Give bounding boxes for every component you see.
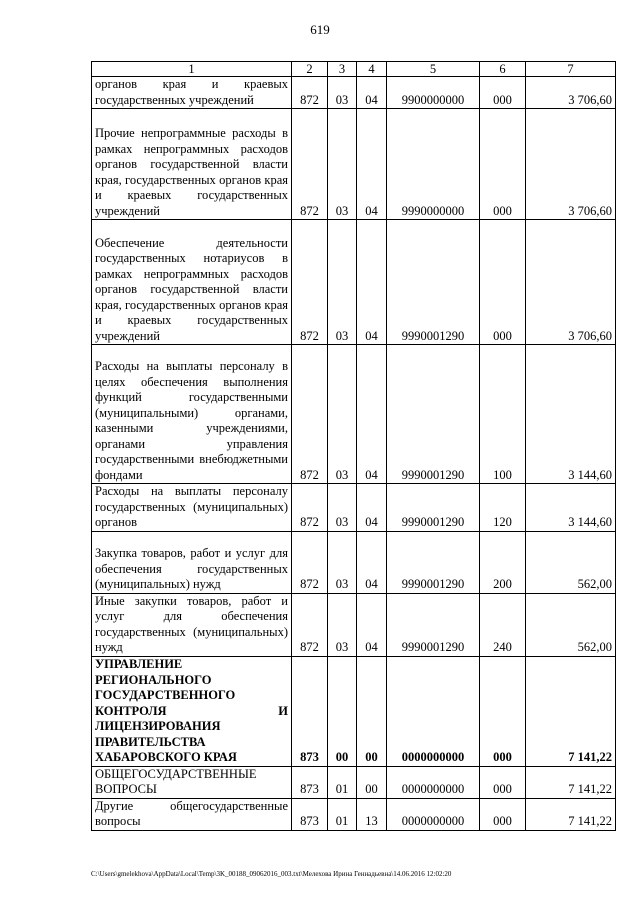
row-expense-type: 000 [480, 656, 526, 766]
row-amount: 7 141,22 [526, 656, 616, 766]
row-expense-type: 000 [480, 220, 526, 345]
table-body [92, 77, 616, 831]
row-section: 01 [328, 798, 357, 830]
table-row [92, 77, 616, 109]
row-expense-type: 100 [480, 345, 526, 484]
page-number: 619 [310, 22, 330, 37]
row-code: 872 [292, 77, 328, 109]
row-expense-type: 000 [480, 109, 526, 220]
row-target-code: 9990000000 [387, 109, 480, 220]
table-row [92, 593, 616, 656]
row-code: 873 [292, 798, 328, 830]
table-header-row [92, 62, 616, 77]
row-code: 872 [292, 220, 328, 345]
row-subsection: 04 [357, 220, 387, 345]
row-amount: 7 141,22 [526, 766, 616, 798]
column-header: 5 [387, 62, 480, 77]
row-amount: 562,00 [526, 593, 616, 656]
row-amount: 7 141,22 [526, 798, 616, 830]
row-description: Другие общегосударственные вопросы [92, 798, 292, 830]
row-subsection: 00 [357, 766, 387, 798]
row-subsection: 04 [357, 77, 387, 109]
row-target-code: 9900000000 [387, 77, 480, 109]
row-amount: 562,00 [526, 531, 616, 593]
row-target-code: 0000000000 [387, 766, 480, 798]
row-section: 03 [328, 484, 357, 532]
column-header: 3 [328, 62, 357, 77]
row-target-code: 9990001290 [387, 345, 480, 484]
table-row [92, 220, 616, 345]
row-amount: 3 706,60 [526, 109, 616, 220]
row-subsection: 04 [357, 109, 387, 220]
row-section: 03 [328, 593, 357, 656]
row-subsection: 04 [357, 484, 387, 532]
table-row [92, 766, 616, 798]
row-expense-type: 120 [480, 484, 526, 532]
column-header: 4 [357, 62, 387, 77]
row-section: 01 [328, 766, 357, 798]
row-target-code: 9990001290 [387, 531, 480, 593]
row-amount: 3 706,60 [526, 77, 616, 109]
row-description: Расходы на выплаты персоналу в целях обеспечения выполнения функций государственными (муниципальными) органами, казенными учреждениями, органами управления государственными внебюджетными фондами [92, 345, 292, 484]
row-expense-type: 000 [480, 798, 526, 830]
row-target-code: 9990001290 [387, 220, 480, 345]
row-expense-type: 000 [480, 77, 526, 109]
row-target-code: 9990001290 [387, 593, 480, 656]
row-code: 872 [292, 531, 328, 593]
row-section: 00 [328, 656, 357, 766]
row-subsection: 04 [357, 593, 387, 656]
row-target-code: 0000000000 [387, 798, 480, 830]
row-section: 03 [328, 77, 357, 109]
file-path-footer: C:\Users\gmelekhova\AppData\Local\Temp\3K_00188_09062016_003.txt\Мелехова Ирина Геннадьевна\14.06.2016 12:02:20 [91, 870, 452, 878]
row-subsection: 00 [357, 656, 387, 766]
row-amount: 3 144,60 [526, 345, 616, 484]
row-description: ОБЩЕГОСУДАРСТВЕННЫЕ ВОПРОСЫ [92, 766, 292, 798]
column-header: 1 [92, 62, 292, 77]
column-header: 6 [480, 62, 526, 77]
column-header: 2 [292, 62, 328, 77]
table-row [92, 531, 616, 593]
row-subsection: 04 [357, 531, 387, 593]
row-description: Расходы на выплаты персоналу государственных (муниципальных) органов [92, 484, 292, 532]
row-expense-type: 000 [480, 766, 526, 798]
table-row [92, 656, 616, 766]
row-section: 03 [328, 345, 357, 484]
row-subsection: 13 [357, 798, 387, 830]
row-code: 873 [292, 656, 328, 766]
row-description: Закупка товаров, работ и услуг для обеспечения государственных (муниципальных) нужд [92, 531, 292, 593]
row-description: Иные закупки товаров, работ и услуг для обеспечения государственных (муниципальных) нужд [92, 593, 292, 656]
row-amount: 3 144,60 [526, 484, 616, 532]
row-section: 03 [328, 531, 357, 593]
table-row [92, 484, 616, 532]
row-description: Прочие непрограммные расходы в рамках непрограммных расходов органов государственной власти края, государственных органов края и краевых государственных учреждений [92, 109, 292, 220]
budget-table [91, 61, 616, 831]
row-target-code: 0000000000 [387, 656, 480, 766]
row-code: 872 [292, 109, 328, 220]
row-section: 03 [328, 220, 357, 345]
row-code: 872 [292, 593, 328, 656]
row-code: 872 [292, 484, 328, 532]
row-section: 03 [328, 109, 357, 220]
row-description: УПРАВЛЕНИЕ РЕГИОНАЛЬНОГО ГОСУДАРСТВЕННОГО КОНТРОЛЯ И ЛИЦЕНЗИРОВАНИЯ ПРАВИТЕЛЬСТВА ХАБАРОВСКОГО КРАЯ [92, 656, 292, 766]
row-amount: 3 706,60 [526, 220, 616, 345]
row-expense-type: 240 [480, 593, 526, 656]
row-code: 872 [292, 345, 328, 484]
row-target-code: 9990001290 [387, 484, 480, 532]
row-code: 873 [292, 766, 328, 798]
row-subsection: 04 [357, 345, 387, 484]
row-expense-type: 200 [480, 531, 526, 593]
column-header: 7 [526, 62, 616, 77]
row-description: органов края и краевых государственных учреждений [92, 77, 292, 109]
table-row [92, 345, 616, 484]
row-description: Обеспечение деятельности государственных нотариусов в рамках непрограммных расходов органов государственной власти края, государственных органов края и краевых государственных учреждений [92, 220, 292, 345]
table-row [92, 798, 616, 830]
table-row [92, 109, 616, 220]
